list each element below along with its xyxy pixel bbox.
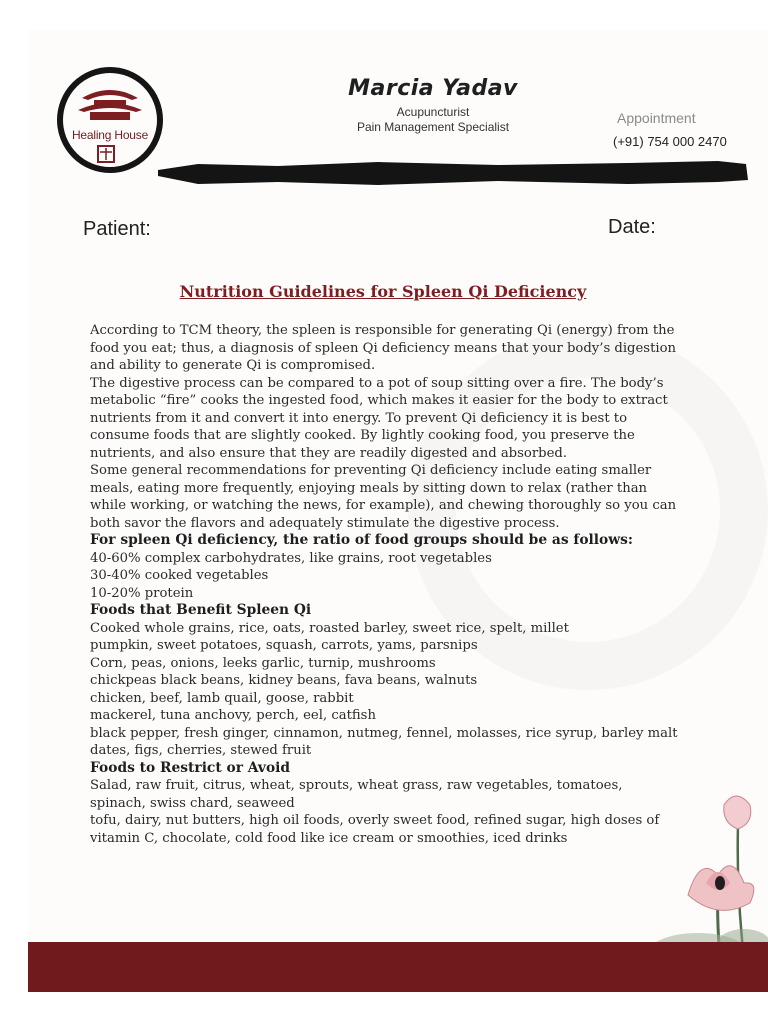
intro-paragraph: Some general recommendations for preventing Qi deficiency include eating smaller meals, eating more frequently, enjoying meals by sitting down to relax (rather than while working, or watching the news, for example), and chewing thoroughly so you can both savor the flavors and adequately stimulate the digestive process. [90, 463, 677, 531]
ratio-item: 10-20% protein [90, 585, 194, 601]
healing-house-logo [54, 64, 166, 176]
appointment-label: Appointment [617, 110, 696, 126]
benefit-item: black pepper, fresh ginger, cinnamon, nutmeg, fennel, molasses, rice syrup, barley malt [90, 725, 678, 741]
practitioner-specialty: Pain Management Specialist [356, 120, 510, 134]
benefit-item: chicken, beef, lamb quail, goose, rabbit [90, 690, 354, 706]
benefit-heading: Foods that Benefit Spleen Qi [90, 602, 312, 618]
restrict-item: tofu, dairy, nut butters, high oil foods, overly sweet food, refined sugar, high doses of vitamin C, chocolate, cold food like ice cream or smoothies, iced drinks [90, 813, 660, 846]
intro-paragraph: The digestive process can be compared to a pot of soup sitting over a fire. The body’s metabolic “fire” cooks the ingested food, which makes it easier for the body to extract nutrients from it and convert it into energy. To prevent Qi deficiency it is best to consume foods that are slightly cooked. By lightly cooking food, you preserve the nutrients, and also ensure that they are readily digested and absorbed. [90, 375, 668, 461]
benefit-item: Corn, peas, onions, leeks garlic, turnip, mushrooms [90, 655, 436, 671]
patient-label: Patient: [83, 218, 151, 240]
brush-stroke-divider [158, 158, 748, 186]
logo-text: Healing House [71, 128, 149, 142]
date-label: Date: [608, 216, 656, 238]
restrict-heading: Foods to Restrict or Avoid [90, 759, 291, 776]
appointment-phone: (+91) 754 000 2470 [613, 134, 727, 149]
benefit-item: chickpeas black beans, kidney beans, fava beans, walnuts [90, 673, 478, 688]
document-body [90, 322, 680, 847]
practitioner-title: Acupuncturist [396, 105, 470, 119]
practitioner-name: Marcia Yadav [348, 76, 518, 101]
benefit-item: mackerel, tuna anchovy, perch, eel, catfish [90, 708, 376, 723]
intro-paragraph: According to TCM theory, the spleen is responsible for generating Qi (energy) from the food you eat; thus, a diagnosis of spleen Qi deficiency means that your body’s digestion and ability to generate Qi is compromised. [90, 323, 677, 373]
pagoda-icon [54, 64, 166, 176]
letterhead-page [28, 30, 768, 992]
ratio-item: 40-60% complex carbohydrates, like grains, root vegetables [90, 550, 492, 566]
document-title: Nutrition Guidelines for Spleen Qi Deficiency [179, 282, 587, 301]
ratio-heading: For spleen Qi deficiency, the ratio of food groups should be as follows: [90, 532, 633, 548]
benefit-item: dates, figs, cherries, stewed fruit [90, 743, 312, 758]
benefit-item: pumpkin, sweet potatoes, squash, carrots, yams, parsnips [90, 638, 478, 653]
footer-band [28, 942, 768, 992]
restrict-item: Salad, raw fruit, citrus, wheat, sprouts, wheat grass, raw vegetables, tomatoes, spinach, swiss chard, seaweed [90, 778, 623, 811]
ratio-item: 30-40% cooked vegetables [90, 568, 269, 583]
benefit-item: Cooked whole grains, rice, oats, roasted barley, sweet rice, spelt, millet [90, 620, 569, 636]
